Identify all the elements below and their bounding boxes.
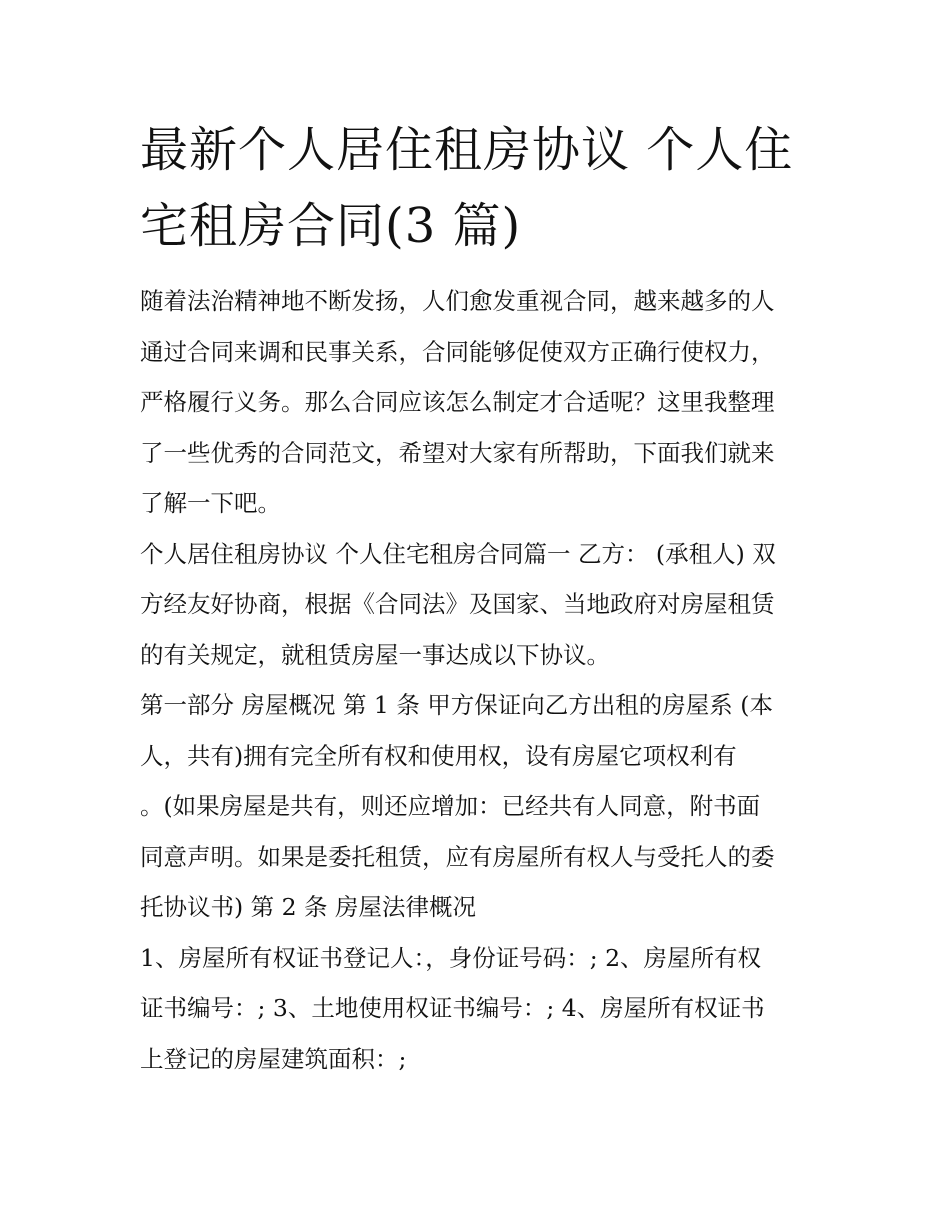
document-body [140,276,830,1084]
text-line: 个人居住租房协议 个人住宅租房合同篇一 乙方： (承租人) 双 [140,539,776,568]
text-line: 人，共有)拥有完全所有权和使用权，设有房屋它项权利有 [140,741,737,770]
text-line: 托协议书) 第 2 条 房屋法律概况 [140,893,476,921]
text-line: 上登记的房屋建筑面积：; [140,1044,407,1073]
text-line: 严格履行义务。那么合同应该怎么制定才合适呢？这里我整理 [140,388,775,416]
text-line: 了一些优秀的合同范文，希望对大家有所帮助，下面我们就来 [140,438,775,467]
document-title [140,112,820,264]
paragraph-house-overview [140,680,830,933]
text-line: 第一部分 房屋概况 第 1 条 甲方保证向乙方出租的房屋系 (本 [140,691,773,719]
text-line: 同意声明。如果是委托租赁，应有房屋所有权人与受托人的委 [140,842,775,871]
text-line: 1、房屋所有权证书登记人：，身份证号码：; 2、房屋所有权 [140,943,762,972]
text-line: 证书编号：; 3、土地使用权证书编号：; 4、房屋所有权证书 [140,994,765,1022]
text-line: 的有关规定，就租赁房屋一事达成以下协议。 [140,640,610,669]
paragraph-agreement-intro [140,529,830,681]
text-line: 通过合同来调和民事关系，合同能够促使双方正确行使权力， [140,337,775,366]
paragraph-intro [140,276,830,529]
text-line: 随着法治精神地不断发扬，人们愈发重视合同，越来越多的人 [140,287,775,315]
text-line: 方经友好协商，根据《合同法》及国家、当地政府对房屋租赁 [140,590,775,618]
text-line: 。(如果房屋是共有，则还应增加：已经共有人同意，附书面 [140,792,761,820]
title-line: 宅租房合同(3 篇) [140,198,522,254]
paragraph-ownership-list [140,933,830,1085]
text-line: 了解一下吧。 [140,489,281,517]
title-line: 最新个人居住租房协议 个人住 [140,122,794,178]
